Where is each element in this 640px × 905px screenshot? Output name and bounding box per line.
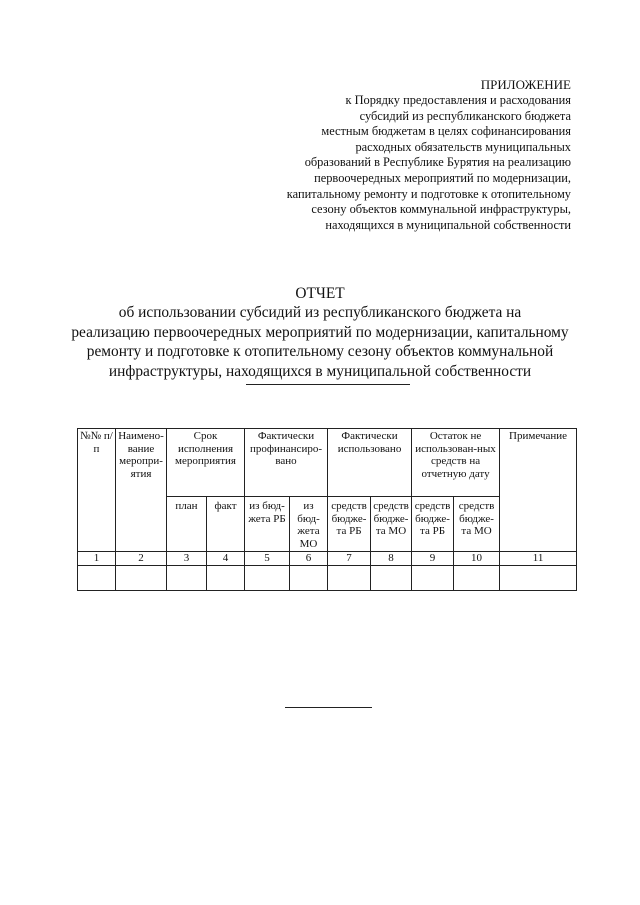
subheader-used-mo: средств бюдже-та МО bbox=[371, 497, 412, 552]
subheader-from-mo: из бюд-жета МО bbox=[290, 497, 328, 552]
header-note: Примечание bbox=[500, 429, 577, 552]
empty-cell bbox=[116, 565, 167, 590]
empty-cell bbox=[328, 565, 371, 590]
appendix-block bbox=[241, 77, 571, 233]
header-term: Срок исполнения мероприятия bbox=[167, 429, 245, 497]
appendix-line: капитальному ремонту и подготовке к отопительному bbox=[286, 186, 571, 201]
subheader-from-rb: из бюд-жета РБ bbox=[245, 497, 290, 552]
bottom-rule bbox=[285, 707, 372, 708]
empty-cell bbox=[167, 565, 207, 590]
title-underline bbox=[246, 384, 410, 385]
empty-cell bbox=[371, 565, 412, 590]
appendix-heading: ПРИЛОЖЕНИЕ bbox=[480, 77, 571, 92]
appendix-line: первоочередных мероприятий по модернизации, bbox=[314, 170, 571, 185]
report-subtitle-line: ремонту и подготовке к отопительному сезону объектов коммунальной bbox=[86, 343, 554, 361]
appendix-line: местным бюджетам в целях софинансирования bbox=[321, 124, 571, 139]
appendix-line: расходных обязательств муниципальных bbox=[355, 139, 571, 154]
subheader-rem-rb: средств бюдже-та РБ bbox=[412, 497, 454, 552]
header-remainder: Остаток не использован-ных средств на отчетную дату bbox=[412, 429, 500, 497]
appendix-line: субсидий из республиканского бюджета bbox=[359, 108, 571, 123]
column-number: 6 bbox=[290, 552, 328, 566]
empty-cell bbox=[500, 565, 577, 590]
subheader-fact: факт bbox=[207, 497, 245, 552]
report-subtitle-line: инфраструктуры, находящихся в муниципальной собственности bbox=[108, 362, 532, 380]
column-number: 5 bbox=[245, 552, 290, 566]
report-title-block bbox=[70, 284, 570, 381]
column-number: 8 bbox=[371, 552, 412, 566]
column-number: 2 bbox=[116, 552, 167, 566]
column-number: 3 bbox=[167, 552, 207, 566]
report-title: ОТЧЕТ bbox=[295, 285, 345, 302]
empty-cell bbox=[454, 565, 500, 590]
empty-cell bbox=[412, 565, 454, 590]
column-number: 9 bbox=[412, 552, 454, 566]
report-table bbox=[77, 428, 577, 591]
empty-cell bbox=[245, 565, 290, 590]
empty-cell bbox=[78, 565, 116, 590]
header-financed: Фактически профинансиро-вано bbox=[245, 429, 328, 497]
appendix-line: образований в Республике Бурятия на реализацию bbox=[304, 155, 571, 170]
column-number: 7 bbox=[328, 552, 371, 566]
appendix-line: находящихся в муниципальной собственности bbox=[325, 217, 571, 232]
column-number: 10 bbox=[454, 552, 500, 566]
empty-cell bbox=[290, 565, 328, 590]
header-name: Наимено-вание меропри-ятия bbox=[116, 429, 167, 552]
header-num: №№ п/п bbox=[78, 429, 116, 552]
appendix-line: сезону объектов коммунальной инфраструктуры, bbox=[311, 202, 571, 217]
column-number: 11 bbox=[500, 552, 577, 566]
subheader-rem-mo: средств бюдже-та МО bbox=[454, 497, 500, 552]
appendix-line: к Порядку предоставления и расходования bbox=[345, 93, 571, 107]
subheader-used-rb: средств бюдже-та РБ bbox=[328, 497, 371, 552]
empty-cell bbox=[207, 565, 245, 590]
report-subtitle-line: реализацию первоочередных мероприятий по модернизации, капитальному bbox=[71, 323, 569, 341]
header-used: Фактически использовано bbox=[328, 429, 412, 497]
report-subtitle-line: об использовании субсидий из республиканского бюджета на bbox=[118, 304, 522, 322]
column-number: 4 bbox=[207, 552, 245, 566]
column-number: 1 bbox=[78, 552, 116, 566]
subheader-plan: план bbox=[167, 497, 207, 552]
